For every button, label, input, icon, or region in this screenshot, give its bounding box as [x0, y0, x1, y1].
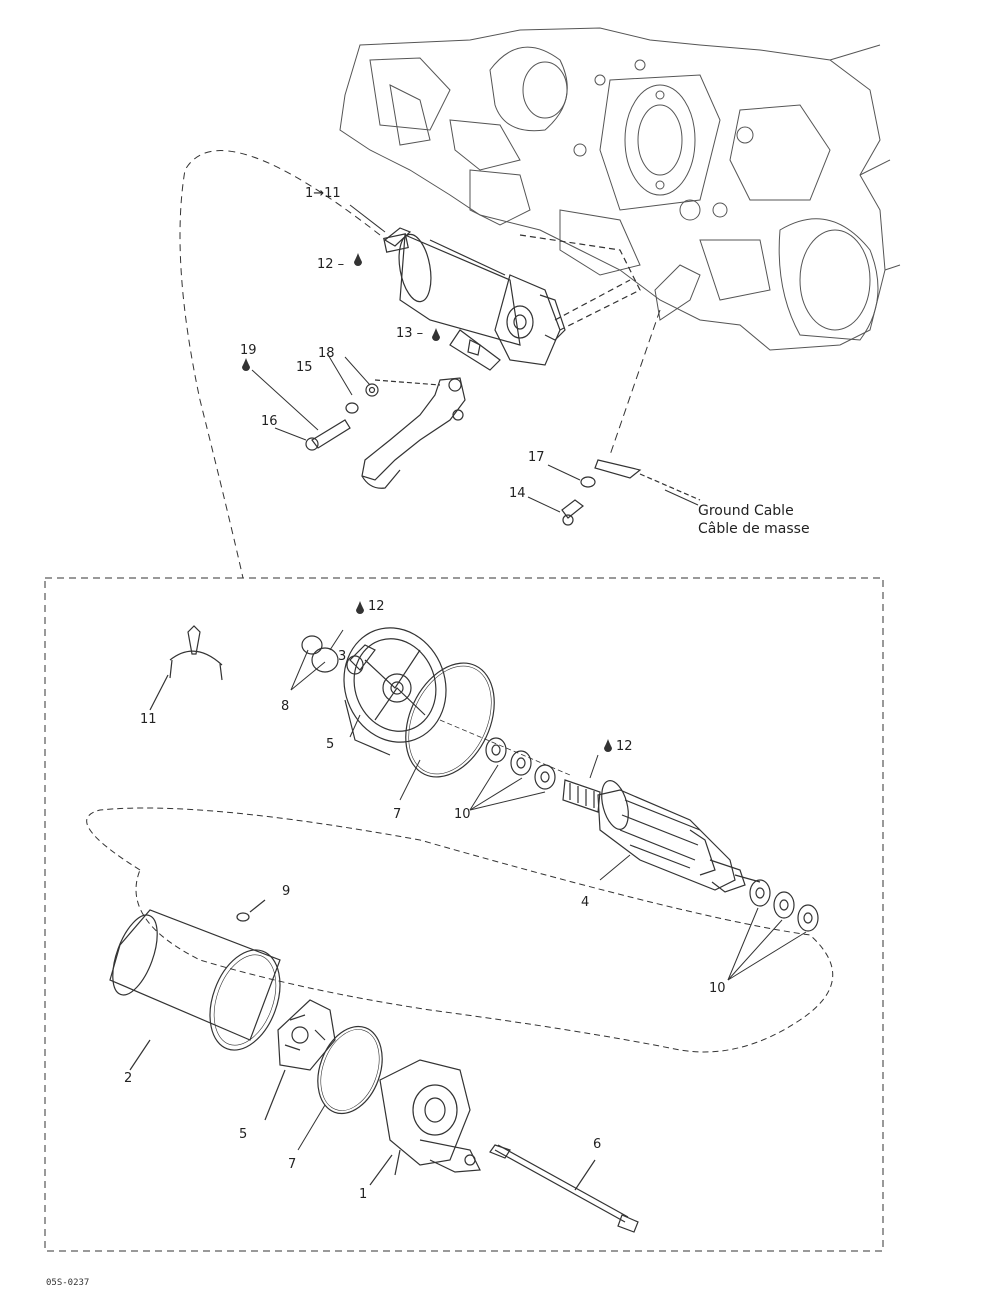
callout-12-top: 12 – — [317, 257, 345, 272]
o-ring-lower — [306, 1017, 393, 1122]
callout-12-a: 12 — [368, 599, 385, 614]
callout-19: 19 — [240, 343, 257, 358]
callout-1-11: 1→11 — [305, 186, 341, 201]
callout-11: 11 — [140, 712, 157, 727]
callout-6: 6 — [593, 1137, 602, 1152]
callout-7-bottom: 7 — [288, 1157, 297, 1172]
lubricant-icons — [242, 253, 612, 752]
yoke-housing — [104, 900, 293, 1070]
upper-hardware — [306, 384, 700, 525]
drawing-code: 05S-0237 — [46, 1278, 90, 1288]
starter-assembly — [384, 228, 640, 370]
ground-cable-label-fr: Câble de masse — [698, 521, 810, 537]
starter-support-bracket — [362, 378, 465, 488]
engine-block — [340, 28, 900, 350]
front-cover — [370, 1060, 480, 1185]
callout-2: 2 — [124, 1071, 133, 1086]
armature — [563, 778, 760, 892]
callout-5-top: 5 — [326, 737, 335, 752]
callout-9: 9 — [282, 884, 291, 899]
callout-5-bottom: 5 — [239, 1127, 248, 1142]
callout-3: 3 — [338, 649, 347, 664]
callout-12-b: 12 — [616, 739, 633, 754]
washers-lower — [750, 880, 818, 931]
callout-15: 15 — [296, 360, 313, 375]
callout-8: 8 — [281, 699, 290, 714]
callout-17: 17 — [528, 450, 545, 465]
callout-16: 16 — [261, 414, 278, 429]
ground-cable-label-en: Ground Cable — [698, 503, 794, 519]
callout-14: 14 — [509, 486, 526, 501]
callout-10-top: 10 — [454, 807, 471, 822]
callout-10-bottom: 10 — [709, 981, 726, 996]
callout-18: 18 — [318, 346, 335, 361]
callout-1: 1 — [359, 1187, 368, 1202]
callout-labels — [46, 186, 810, 1288]
assembly-loop — [87, 808, 833, 1052]
brush-plate — [265, 1000, 335, 1120]
washers-upper — [440, 720, 570, 789]
callout-13: 13 – — [396, 326, 424, 341]
washer-leaders — [291, 630, 806, 980]
exploded-view-frame — [45, 578, 883, 1251]
brush-clip — [150, 626, 222, 710]
link-curve — [180, 151, 380, 578]
rear-cover — [302, 613, 462, 756]
callout-4: 4 — [581, 895, 590, 910]
callout-7-top: 7 — [393, 807, 402, 822]
through-bolt — [490, 1145, 638, 1232]
